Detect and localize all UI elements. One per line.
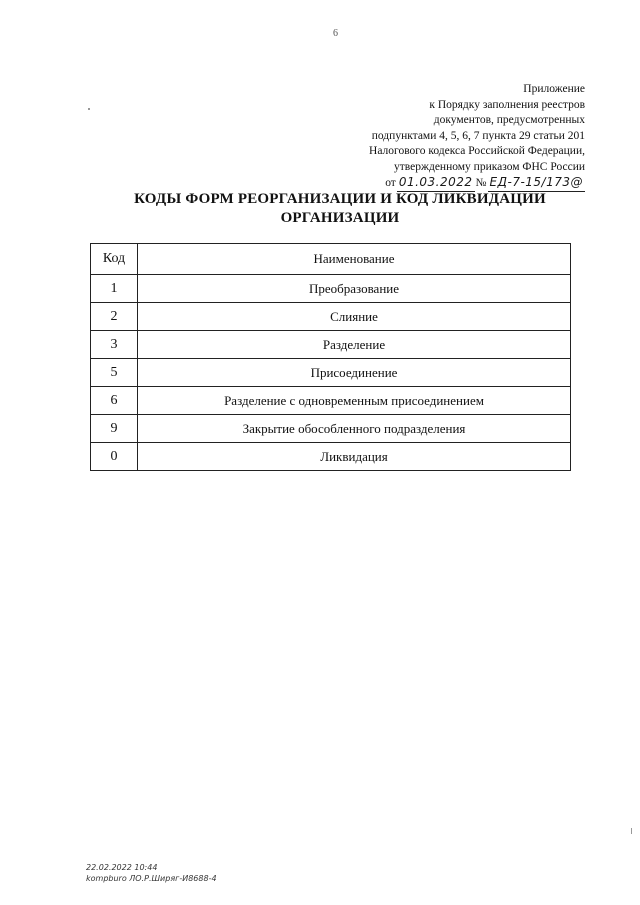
cell-code: 5 xyxy=(91,359,138,387)
title-line-2: ОРГАНИЗАЦИИ xyxy=(280,210,400,226)
handwritten-date: 01.03.2022 xyxy=(397,175,475,192)
cell-name: Разделение с одновременным присоединением xyxy=(138,387,571,415)
from-prefix: от xyxy=(385,177,396,189)
title-line-1: КОДЫ ФОРМ РЕОРГАНИЗАЦИИ И КОД ЛИКВИДАЦИИ xyxy=(134,191,546,207)
cell-code: 9 xyxy=(91,415,138,443)
appendix-line: подпунктами 4, 5, 6, 7 пункта 29 статьи 201 xyxy=(371,129,585,142)
table-row xyxy=(91,275,571,303)
cell-name: Закрытие обособленного подразделения xyxy=(138,415,571,443)
cell-name: Ликвидация xyxy=(138,443,571,471)
appendix-line: утвержденному приказом ФНС России xyxy=(394,160,585,173)
appendix-line: Приложение xyxy=(523,83,585,95)
print-timestamp: 22.02.2022 10:44 xyxy=(86,863,158,872)
table-row xyxy=(91,415,571,443)
handwritten-order-number: ЕД-7-15/173@ xyxy=(488,175,585,192)
table-row xyxy=(91,443,571,471)
cell-code: 2 xyxy=(91,303,138,331)
print-footer xyxy=(86,862,217,884)
page-number: 6 xyxy=(333,28,338,39)
table-row xyxy=(91,303,571,331)
cell-code: 3 xyxy=(91,331,138,359)
cell-code: 0 xyxy=(91,443,138,471)
number-prefix: № xyxy=(475,177,487,189)
scan-artifact xyxy=(88,108,90,110)
scan-artifact xyxy=(631,828,632,834)
table-header-row xyxy=(91,244,571,275)
appendix-line: Налогового кодекса Российской Федерации, xyxy=(369,145,585,157)
cell-name: Присоединение xyxy=(138,359,571,387)
appendix-block xyxy=(369,82,585,192)
print-source: kompburo ЛО.Р.Ширяг-И8688-4 xyxy=(86,874,217,883)
header-name: Наименование xyxy=(138,244,571,275)
cell-code: 1 xyxy=(91,275,138,303)
codes-table xyxy=(90,243,571,471)
cell-name: Разделение xyxy=(138,331,571,359)
table-row xyxy=(91,359,571,387)
header-code: Код xyxy=(91,244,138,275)
cell-code: 6 xyxy=(91,387,138,415)
cell-name: Слияние xyxy=(138,303,571,331)
table-row xyxy=(91,387,571,415)
appendix-line: к Порядку заполнения реестров xyxy=(429,98,585,111)
appendix-line: документов, предусмотренных xyxy=(433,114,585,126)
cell-name: Преобразование xyxy=(138,275,571,303)
table-row xyxy=(91,331,571,359)
document-title xyxy=(0,190,640,228)
